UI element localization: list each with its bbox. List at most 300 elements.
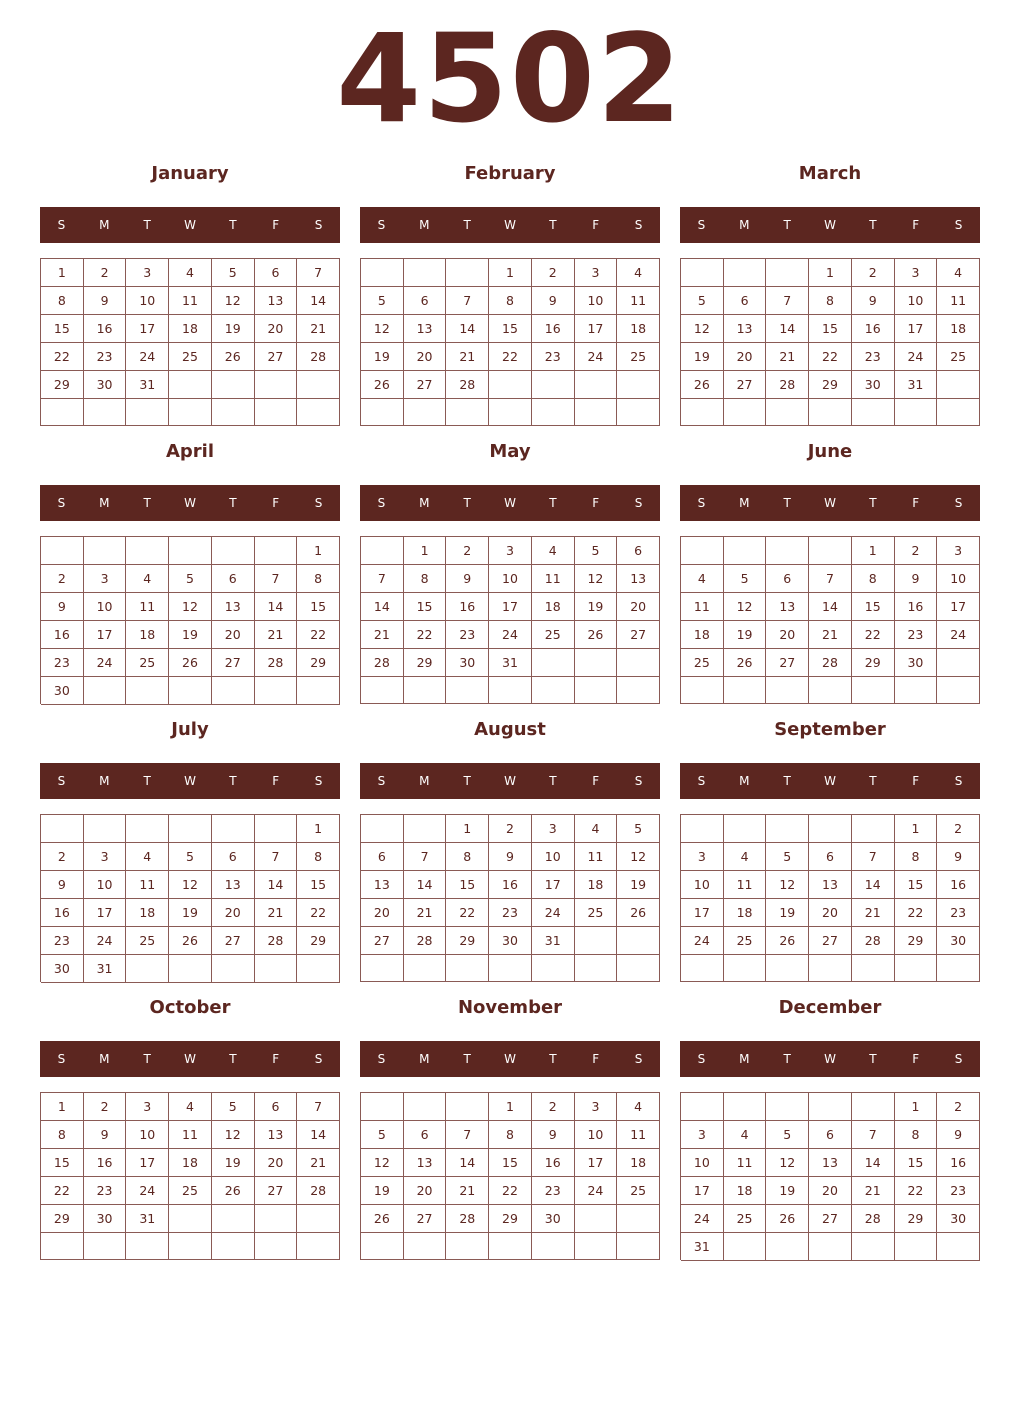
weekday-label: W	[184, 1052, 196, 1066]
day-cell: 27	[255, 1177, 298, 1205]
day-cell: 20	[212, 899, 255, 927]
day-cell: 20	[361, 899, 404, 927]
day-cell: 29	[297, 649, 340, 677]
day-cell: 26	[212, 1177, 255, 1205]
day-cell: 24	[489, 621, 532, 649]
day-cell: 3	[532, 815, 575, 843]
day-cell: 18	[937, 315, 980, 343]
weekday-label: M	[419, 1052, 430, 1066]
day-cell: 17	[84, 621, 127, 649]
day-cell: 30	[895, 649, 938, 677]
day-cell: 13	[255, 1121, 298, 1149]
empty-day-cell	[852, 955, 895, 982]
month-name: April	[165, 441, 215, 462]
day-cell: 27	[404, 371, 447, 399]
empty-day-cell	[255, 955, 298, 983]
empty-day-cell	[255, 399, 298, 426]
day-cell: 10	[681, 1149, 724, 1177]
month-name: February	[464, 163, 556, 184]
day-cell: 10	[84, 593, 127, 621]
day-cell: 22	[895, 1177, 938, 1205]
day-cell: 11	[617, 287, 660, 315]
day-cell: 6	[766, 565, 809, 593]
day-cell: 5	[575, 537, 618, 565]
empty-day-cell	[297, 399, 340, 426]
weekday-label: S	[954, 496, 963, 510]
day-cell: 16	[84, 315, 127, 343]
day-cell: 23	[937, 1177, 980, 1205]
empty-day-cell	[212, 371, 255, 399]
empty-day-cell	[404, 399, 447, 426]
day-cell: 25	[617, 1177, 660, 1205]
day-cell: 23	[852, 343, 895, 371]
weekday-label: T	[783, 774, 791, 788]
empty-day-cell	[681, 259, 724, 287]
empty-day-cell	[361, 259, 404, 287]
day-cell: 24	[681, 1205, 724, 1233]
empty-day-cell	[575, 649, 618, 677]
day-cell: 7	[255, 843, 298, 871]
day-cell: 5	[212, 1093, 255, 1121]
empty-day-cell	[489, 677, 532, 704]
day-cell: 3	[895, 259, 938, 287]
empty-day-cell	[126, 399, 169, 426]
day-cell: 13	[809, 1149, 852, 1177]
day-cell: 25	[126, 649, 169, 677]
day-cell: 19	[169, 621, 212, 649]
empty-day-cell	[852, 677, 895, 704]
day-cell: 28	[446, 371, 489, 399]
weekday-label: S	[377, 1052, 386, 1066]
day-cell: 6	[809, 1121, 852, 1149]
empty-day-cell	[617, 649, 660, 677]
weekday-label: S	[954, 774, 963, 788]
days-grid	[680, 258, 980, 426]
day-cell: 18	[724, 899, 767, 927]
day-cell: 19	[724, 621, 767, 649]
empty-day-cell	[297, 677, 340, 705]
day-cell: 11	[126, 593, 169, 621]
day-cell: 4	[575, 815, 618, 843]
empty-day-cell	[169, 1205, 212, 1233]
day-cell: 12	[766, 1149, 809, 1177]
day-cell: 1	[446, 815, 489, 843]
day-cell: 2	[532, 1093, 575, 1121]
day-cell: 15	[489, 315, 532, 343]
day-cell: 11	[724, 1149, 767, 1177]
day-cell: 11	[126, 871, 169, 899]
day-cell: 10	[575, 287, 618, 315]
empty-day-cell	[255, 537, 298, 565]
empty-day-cell	[126, 1233, 169, 1260]
weekday-label: T	[463, 496, 471, 510]
day-cell: 1	[852, 537, 895, 565]
empty-day-cell	[809, 955, 852, 982]
weekday-label: F	[912, 1052, 920, 1066]
empty-day-cell	[489, 399, 532, 426]
day-cell: 29	[489, 1205, 532, 1233]
weekday-label: F	[912, 218, 920, 232]
day-cell: 4	[126, 843, 169, 871]
day-cell: 19	[766, 899, 809, 927]
empty-day-cell	[297, 371, 340, 399]
day-cell: 19	[169, 899, 212, 927]
empty-day-cell	[575, 955, 618, 982]
day-cell: 30	[489, 927, 532, 955]
day-cell: 18	[532, 593, 575, 621]
day-cell: 11	[575, 843, 618, 871]
day-cell: 28	[809, 649, 852, 677]
day-cell: 10	[575, 1121, 618, 1149]
day-cell: 6	[404, 1121, 447, 1149]
weekday-label: T	[463, 1052, 471, 1066]
day-cell: 7	[446, 287, 489, 315]
day-cell: 31	[681, 1233, 724, 1261]
day-cell: 3	[575, 259, 618, 287]
day-cell: 31	[489, 649, 532, 677]
weekday-label: T	[463, 218, 471, 232]
weekday-label: M	[99, 496, 110, 510]
empty-day-cell	[169, 677, 212, 705]
day-cell: 8	[809, 287, 852, 315]
empty-day-cell	[766, 955, 809, 982]
day-cell: 5	[724, 565, 767, 593]
day-cell: 10	[126, 1121, 169, 1149]
day-cell: 16	[852, 315, 895, 343]
day-cell: 22	[404, 621, 447, 649]
day-cell: 24	[575, 1177, 618, 1205]
day-cell: 4	[169, 1093, 212, 1121]
day-cell: 27	[212, 649, 255, 677]
day-cell: 3	[575, 1093, 618, 1121]
days-grid	[360, 814, 660, 982]
day-cell: 2	[489, 815, 532, 843]
day-cell: 13	[404, 315, 447, 343]
day-cell: 16	[446, 593, 489, 621]
day-cell: 18	[169, 315, 212, 343]
day-cell: 19	[361, 343, 404, 371]
empty-day-cell	[809, 815, 852, 843]
empty-day-cell	[617, 955, 660, 982]
day-cell: 17	[681, 899, 724, 927]
weekday-header	[680, 763, 980, 799]
day-cell: 18	[126, 621, 169, 649]
day-cell: 30	[84, 1205, 127, 1233]
day-cell: 8	[404, 565, 447, 593]
day-cell: 19	[212, 315, 255, 343]
day-cell: 25	[575, 899, 618, 927]
day-cell: 23	[532, 1177, 575, 1205]
empty-day-cell	[126, 537, 169, 565]
day-cell: 22	[297, 621, 340, 649]
empty-day-cell	[617, 927, 660, 955]
empty-day-cell	[681, 815, 724, 843]
day-cell: 4	[724, 843, 767, 871]
weekday-label: T	[869, 496, 877, 510]
day-cell: 23	[895, 621, 938, 649]
day-cell: 20	[617, 593, 660, 621]
day-cell: 3	[84, 843, 127, 871]
empty-day-cell	[404, 677, 447, 704]
day-cell: 13	[212, 593, 255, 621]
month-name: June	[807, 441, 853, 462]
day-cell: 5	[617, 815, 660, 843]
day-cell: 9	[852, 287, 895, 315]
day-cell: 20	[724, 343, 767, 371]
weekday-header	[680, 207, 980, 243]
day-cell: 7	[297, 1093, 340, 1121]
day-cell: 8	[297, 843, 340, 871]
day-cell: 12	[361, 1149, 404, 1177]
day-cell: 30	[84, 371, 127, 399]
day-cell: 12	[169, 593, 212, 621]
empty-day-cell	[169, 1233, 212, 1260]
day-cell: 26	[766, 927, 809, 955]
weekday-label: F	[912, 774, 920, 788]
empty-day-cell	[41, 399, 84, 426]
day-cell: 13	[212, 871, 255, 899]
day-cell: 24	[532, 899, 575, 927]
day-cell: 2	[41, 843, 84, 871]
day-cell: 27	[809, 927, 852, 955]
day-cell: 9	[84, 1121, 127, 1149]
empty-day-cell	[937, 955, 980, 982]
weekday-label: T	[549, 1052, 557, 1066]
day-cell: 7	[404, 843, 447, 871]
day-cell: 29	[404, 649, 447, 677]
day-cell: 24	[681, 927, 724, 955]
empty-day-cell	[724, 259, 767, 287]
day-cell: 16	[41, 621, 84, 649]
weekday-label: T	[869, 774, 877, 788]
weekday-label: S	[697, 1052, 706, 1066]
empty-day-cell	[724, 815, 767, 843]
empty-day-cell	[766, 259, 809, 287]
day-cell: 28	[404, 927, 447, 955]
day-cell: 27	[766, 649, 809, 677]
day-cell: 8	[41, 1121, 84, 1149]
weekday-label: F	[272, 1052, 280, 1066]
weekday-label: T	[783, 218, 791, 232]
day-cell: 9	[446, 565, 489, 593]
day-cell: 28	[852, 1205, 895, 1233]
day-cell: 4	[126, 565, 169, 593]
day-cell: 19	[361, 1177, 404, 1205]
day-cell: 4	[937, 259, 980, 287]
day-cell: 16	[937, 871, 980, 899]
empty-day-cell	[681, 955, 724, 982]
empty-day-cell	[681, 537, 724, 565]
day-cell: 16	[41, 899, 84, 927]
weekday-label: S	[954, 1052, 963, 1066]
empty-day-cell	[361, 399, 404, 426]
month-name: March	[798, 163, 862, 184]
days-grid	[360, 258, 660, 426]
day-cell: 2	[852, 259, 895, 287]
day-cell: 16	[489, 871, 532, 899]
weekday-label: M	[419, 774, 430, 788]
day-cell: 24	[895, 343, 938, 371]
days-grid	[40, 1092, 340, 1260]
weekday-label: T	[549, 496, 557, 510]
day-cell: 5	[212, 259, 255, 287]
empty-day-cell	[937, 399, 980, 426]
day-cell: 4	[617, 1093, 660, 1121]
day-cell: 13	[766, 593, 809, 621]
empty-day-cell	[532, 677, 575, 704]
day-cell: 12	[681, 315, 724, 343]
day-cell: 14	[361, 593, 404, 621]
empty-day-cell	[84, 1233, 127, 1260]
day-cell: 21	[297, 315, 340, 343]
day-cell: 7	[809, 565, 852, 593]
weekday-label: T	[143, 774, 151, 788]
day-cell: 2	[895, 537, 938, 565]
day-cell: 15	[404, 593, 447, 621]
day-cell: 1	[809, 259, 852, 287]
day-cell: 14	[255, 871, 298, 899]
weekday-label: W	[824, 496, 836, 510]
day-cell: 8	[895, 843, 938, 871]
empty-day-cell	[617, 399, 660, 426]
empty-day-cell	[681, 1093, 724, 1121]
day-cell: 4	[724, 1121, 767, 1149]
day-cell: 2	[446, 537, 489, 565]
empty-day-cell	[937, 649, 980, 677]
empty-day-cell	[575, 927, 618, 955]
day-cell: 15	[895, 871, 938, 899]
weekday-label: W	[504, 774, 516, 788]
empty-day-cell	[404, 259, 447, 287]
weekday-label: T	[549, 774, 557, 788]
day-cell: 23	[41, 927, 84, 955]
weekday-header	[360, 763, 660, 799]
empty-day-cell	[809, 537, 852, 565]
day-cell: 7	[255, 565, 298, 593]
empty-day-cell	[169, 537, 212, 565]
day-cell: 17	[126, 1149, 169, 1177]
month-name: May	[489, 441, 531, 462]
weekday-label: S	[57, 774, 66, 788]
empty-day-cell	[575, 1233, 618, 1260]
weekday-label: T	[143, 496, 151, 510]
day-cell: 13	[724, 315, 767, 343]
day-cell: 26	[212, 343, 255, 371]
day-cell: 9	[937, 843, 980, 871]
day-cell: 18	[724, 1177, 767, 1205]
month-name: November	[457, 997, 563, 1018]
day-cell: 29	[809, 371, 852, 399]
weekday-label: T	[549, 218, 557, 232]
day-cell: 14	[809, 593, 852, 621]
empty-day-cell	[724, 1233, 767, 1261]
empty-day-cell	[937, 677, 980, 704]
day-cell: 19	[575, 593, 618, 621]
day-cell: 13	[255, 287, 298, 315]
day-cell: 17	[937, 593, 980, 621]
empty-day-cell	[532, 1233, 575, 1260]
day-cell: 28	[255, 649, 298, 677]
day-cell: 7	[852, 843, 895, 871]
day-cell: 28	[255, 927, 298, 955]
day-cell: 12	[169, 871, 212, 899]
day-cell: 17	[126, 315, 169, 343]
day-cell: 31	[895, 371, 938, 399]
day-cell: 10	[937, 565, 980, 593]
empty-day-cell	[852, 1233, 895, 1261]
day-cell: 2	[532, 259, 575, 287]
day-cell: 26	[169, 927, 212, 955]
weekday-label: M	[99, 1052, 110, 1066]
day-cell: 20	[212, 621, 255, 649]
weekday-label: M	[739, 774, 750, 788]
day-cell: 13	[617, 565, 660, 593]
day-cell: 27	[255, 343, 298, 371]
weekday-label: T	[783, 1052, 791, 1066]
empty-day-cell	[937, 1233, 980, 1261]
empty-day-cell	[895, 399, 938, 426]
weekday-header	[680, 485, 980, 521]
day-cell: 20	[809, 1177, 852, 1205]
day-cell: 11	[617, 1121, 660, 1149]
empty-day-cell	[766, 815, 809, 843]
day-cell: 21	[255, 621, 298, 649]
day-cell: 18	[575, 871, 618, 899]
month-name: January	[151, 163, 229, 184]
day-cell: 25	[724, 927, 767, 955]
weekday-label: W	[824, 1052, 836, 1066]
weekday-header	[40, 207, 340, 243]
day-cell: 20	[255, 315, 298, 343]
day-cell: 26	[681, 371, 724, 399]
day-cell: 31	[126, 371, 169, 399]
day-cell: 30	[937, 927, 980, 955]
empty-day-cell	[297, 1205, 340, 1233]
weekday-label: S	[314, 218, 323, 232]
day-cell: 4	[169, 259, 212, 287]
weekday-header	[40, 1041, 340, 1077]
day-cell: 13	[809, 871, 852, 899]
day-cell: 6	[212, 565, 255, 593]
weekday-label: S	[954, 218, 963, 232]
day-cell: 27	[724, 371, 767, 399]
day-cell: 1	[895, 815, 938, 843]
empty-day-cell	[126, 815, 169, 843]
day-cell: 24	[575, 343, 618, 371]
weekday-label: S	[377, 496, 386, 510]
empty-day-cell	[212, 537, 255, 565]
month-name: July	[171, 719, 209, 740]
day-cell: 11	[169, 1121, 212, 1149]
day-cell: 18	[126, 899, 169, 927]
day-cell: 9	[41, 871, 84, 899]
day-cell: 23	[84, 1177, 127, 1205]
day-cell: 26	[617, 899, 660, 927]
day-cell: 21	[297, 1149, 340, 1177]
day-cell: 3	[681, 843, 724, 871]
day-cell: 23	[532, 343, 575, 371]
day-cell: 22	[41, 1177, 84, 1205]
day-cell: 16	[532, 315, 575, 343]
day-cell: 6	[404, 287, 447, 315]
day-cell: 25	[169, 343, 212, 371]
empty-day-cell	[617, 1205, 660, 1233]
day-cell: 1	[404, 537, 447, 565]
weekday-label: S	[314, 496, 323, 510]
weekday-label: S	[57, 1052, 66, 1066]
day-cell: 16	[84, 1149, 127, 1177]
day-cell: 14	[766, 315, 809, 343]
